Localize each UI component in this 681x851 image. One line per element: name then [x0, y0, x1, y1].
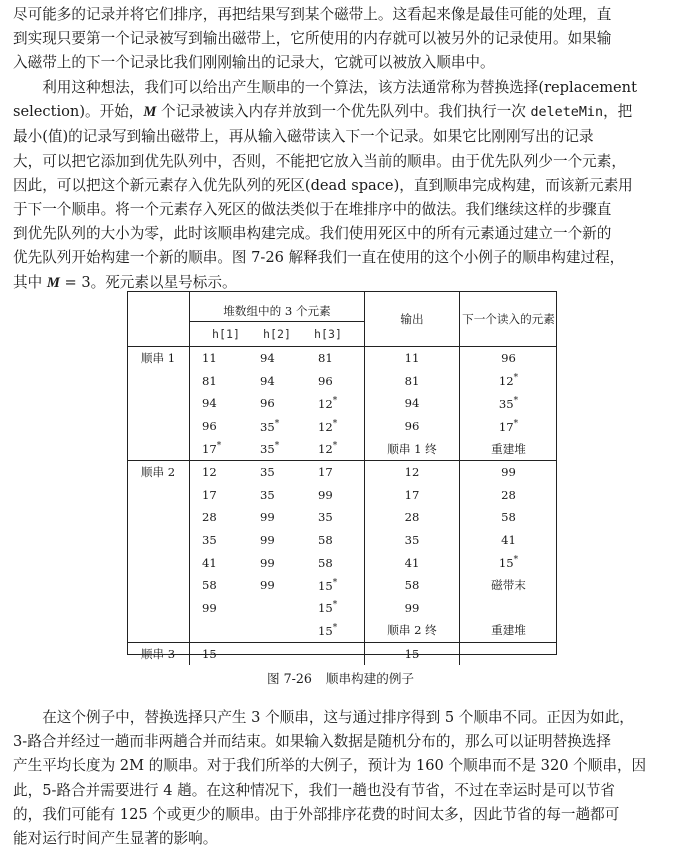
text-fragment: 其中 [13, 273, 47, 291]
table-row [127, 619, 557, 642]
cell-h2: 99 [260, 510, 275, 525]
cell-h1: 17 [202, 487, 217, 502]
cell-output: 35 [365, 529, 460, 552]
cell-next: 磁带末 [491, 578, 526, 593]
cell-h2 [248, 642, 306, 665]
cell-next: 12* [498, 373, 519, 389]
cell-h1: 35 [202, 533, 217, 548]
cell-next: 17* [498, 418, 519, 434]
header-empty [127, 291, 190, 347]
table-row [127, 642, 557, 665]
cell-output: 94 [365, 392, 460, 415]
cell-next: 35* [498, 396, 519, 411]
cell-h1: 15 [202, 647, 217, 662]
header-heap-indices [190, 322, 365, 347]
cell-h1: 17* [190, 437, 249, 460]
run-label [127, 392, 190, 415]
table-row [127, 370, 557, 393]
cell-h3: 35 [306, 506, 365, 529]
cell-output: 顺串 2 终 [365, 619, 460, 642]
table-row [127, 506, 557, 529]
variable-m: M [46, 274, 60, 291]
text-line: 3-路合并经过一趟而非两趟合并而结束。如果输入数据是随机分布的，那么可以证明替换选择 [13, 733, 611, 751]
table-row [127, 597, 557, 620]
cell-next: 重建堆 [460, 437, 558, 460]
cell-h2 [248, 619, 306, 642]
run-label [127, 370, 190, 393]
cell-output: 12 [365, 460, 460, 483]
text-line: 的，我们可能有 125 个或更少的顺串。由于外部排序花费的时间太多，因此节省的每一趟都可 [13, 805, 620, 823]
cell-h3: 15* [306, 619, 365, 642]
text-line: 大，可以把它添加到优先队列中，否则，不能把它放入当前的顺串。由于优先队列少一个元素， [13, 152, 626, 170]
cell-h2: 96 [260, 396, 275, 411]
text-line: 入磁带上的下一个记录比我们刚刚输出的记录大，它就可以被放入顺串中。 [13, 54, 495, 72]
cell-output: 99 [365, 597, 460, 620]
text-line: 因此，可以把这个新元素存入优先队列的死区(dead space)，直到顺串完成构建，而该新元素用 [13, 176, 633, 194]
figure-number: 图 7-26 [266, 671, 312, 686]
text-line: 产生平均长度为 2M 的顺串。对于我们所举的大例子，预计为 160 个顺串而不是 320 个顺串，因 [13, 757, 647, 775]
cell-next [460, 597, 558, 620]
cell-next [460, 642, 558, 665]
run-label [127, 484, 190, 507]
table-row [127, 415, 557, 438]
cell-next: 重建堆 [460, 619, 558, 642]
cell-next: 41 [501, 533, 516, 548]
text-line: 于下一个顺串。将一个元素存入死区的做法类似于在堆排序中的做法。我们继续这样的步骤直 [13, 201, 612, 219]
text-fragment: = 3。死元素以星号标示。 [59, 273, 237, 291]
cell-h3: 15* [306, 574, 365, 597]
cell-output: 17 [365, 484, 460, 507]
run-label [127, 597, 190, 620]
variable-m: M [143, 104, 157, 121]
header-h2: h[2] [263, 327, 291, 341]
cell-output: 顺串 1 终 [365, 437, 460, 460]
cell-h3: 12* [306, 437, 365, 460]
text-line: 到优先队列的大小为零，此时该顺串构建完成。我们使用死区中的所有元素通过建立一个新的 [13, 225, 612, 243]
figure-caption [0, 668, 681, 687]
text-fragment: selection)。开始， [13, 103, 144, 121]
text-line: 到实现只要第一个记录被写到输出磁带上，它所使用的内存就可以被另外的记录使用。如果输 [13, 30, 612, 48]
table-header [127, 291, 557, 347]
cell-h2: 35 [260, 465, 275, 480]
run-group-3 [127, 642, 557, 665]
cell-h3: 99 [306, 484, 365, 507]
cell-h1: 12 [202, 465, 217, 480]
cell-h2: 94 [260, 373, 275, 388]
header-output: 输出 [365, 291, 460, 347]
text-line: 最小(值)的记录写到输出磁带上，再从输入磁带读入下一个记录。如果它比刚刚写出的记录 [13, 128, 594, 146]
text-line: 优先队列开始构建一个新的顺串。图 7-26 解释我们一直在使用的这个小例子的顺串构建过程， [13, 249, 625, 267]
cell-h1: 81 [202, 373, 217, 388]
cell-h3: 17 [306, 460, 365, 483]
table-row [127, 347, 557, 370]
run-group-2 [127, 460, 557, 642]
cell-h3: 81 [306, 347, 365, 370]
text-fragment: 个记录被读入内存并放到一个优先队列中。我们执行一次 [156, 103, 531, 121]
cell-h1: 94 [202, 396, 217, 411]
text-fragment: ，把 [603, 103, 633, 121]
cell-h3: 58 [306, 551, 365, 574]
cell-h2: 35* [248, 437, 306, 460]
cell-output: 41 [365, 551, 460, 574]
cell-h3: 58 [306, 529, 365, 552]
run-label [127, 437, 190, 460]
cell-h2: 35 [260, 487, 275, 502]
run-label: 顺串 1 [127, 347, 190, 370]
header-h3: h[3] [314, 327, 342, 341]
cell-h2: 99 [260, 555, 275, 570]
run-label: 顺串 2 [127, 460, 190, 483]
cell-h3: 12* [306, 392, 365, 415]
code-deletemin: deleteMin [530, 105, 604, 121]
run-label [127, 506, 190, 529]
cell-output: 81 [365, 370, 460, 393]
cell-h1: 99 [202, 600, 217, 615]
header-heap-elements: 堆数组中的 3 个元素 [190, 291, 365, 322]
table-row [127, 574, 557, 597]
cell-next: 99 [501, 465, 516, 480]
run-label [127, 551, 190, 574]
cell-h3: 96 [306, 370, 365, 393]
cell-output: 58 [365, 574, 460, 597]
run-label: 顺串 3 [127, 642, 190, 665]
cell-output: 96 [365, 415, 460, 438]
run-label [127, 415, 190, 438]
header-h1: h[1] [212, 327, 240, 341]
header-next-read: 下一个读入的元素 [460, 291, 558, 347]
cell-h1: 28 [202, 510, 217, 525]
cell-h3: 12* [306, 415, 365, 438]
table-row [127, 529, 557, 552]
paragraph-replacement-selection [13, 76, 671, 295]
figure-title: 顺串构建的例子 [325, 671, 415, 686]
run-label [127, 574, 190, 597]
cell-output: 11 [365, 347, 460, 370]
text-line: 能对运行时间产生显著的影响。 [13, 830, 218, 848]
paragraph-conclusion [13, 706, 671, 851]
text-line: 在这个例子中，替换选择只产生 3 个顺串，这与通过排序得到 5 个顺串不同。正因为如此， [13, 709, 634, 726]
table-row [127, 437, 557, 460]
cell-next: 96 [501, 351, 516, 366]
table-row [127, 551, 557, 574]
table-row [127, 392, 557, 415]
cell-next: 58 [501, 510, 516, 525]
cell-h2: 99 [260, 578, 275, 593]
cell-h1: 58 [202, 578, 217, 593]
table-row [127, 484, 557, 507]
run-group-1 [127, 347, 557, 461]
cell-h2: 99 [260, 533, 275, 548]
text-line: 利用这种想法，我们可以给出产生顺串的一个算法，该方法通常称为替换选择(replacement [13, 79, 637, 96]
cell-h2: 94 [260, 351, 275, 366]
text-line: 此，5-路合并需要进行 4 趟。在这种情况下，我们一趟也没有节省，不过在幸运时是可以节省 [13, 781, 615, 799]
cell-h2: 35* [260, 418, 280, 434]
run-label [127, 529, 190, 552]
run-construction-table [127, 291, 557, 665]
cell-h1: 41 [202, 555, 217, 570]
cell-next: 15* [498, 555, 519, 571]
cell-h3 [306, 642, 365, 665]
run-label [127, 619, 190, 642]
cell-next: 28 [501, 487, 516, 502]
cell-output: 28 [365, 506, 460, 529]
text-line: 尽可能多的记录并将它们排序，再把结果写到某个磁带上。这看起来像是最佳可能的处理，直 [13, 6, 612, 23]
cell-output: 15 [365, 642, 460, 665]
paragraph-intro [13, 3, 671, 76]
table-row [127, 460, 557, 483]
cell-h1: 11 [202, 351, 217, 366]
cell-h1 [190, 619, 249, 642]
cell-h3: 15* [306, 597, 365, 620]
text-line [13, 100, 671, 125]
cell-h2 [248, 597, 306, 620]
cell-h1: 96 [202, 419, 217, 434]
